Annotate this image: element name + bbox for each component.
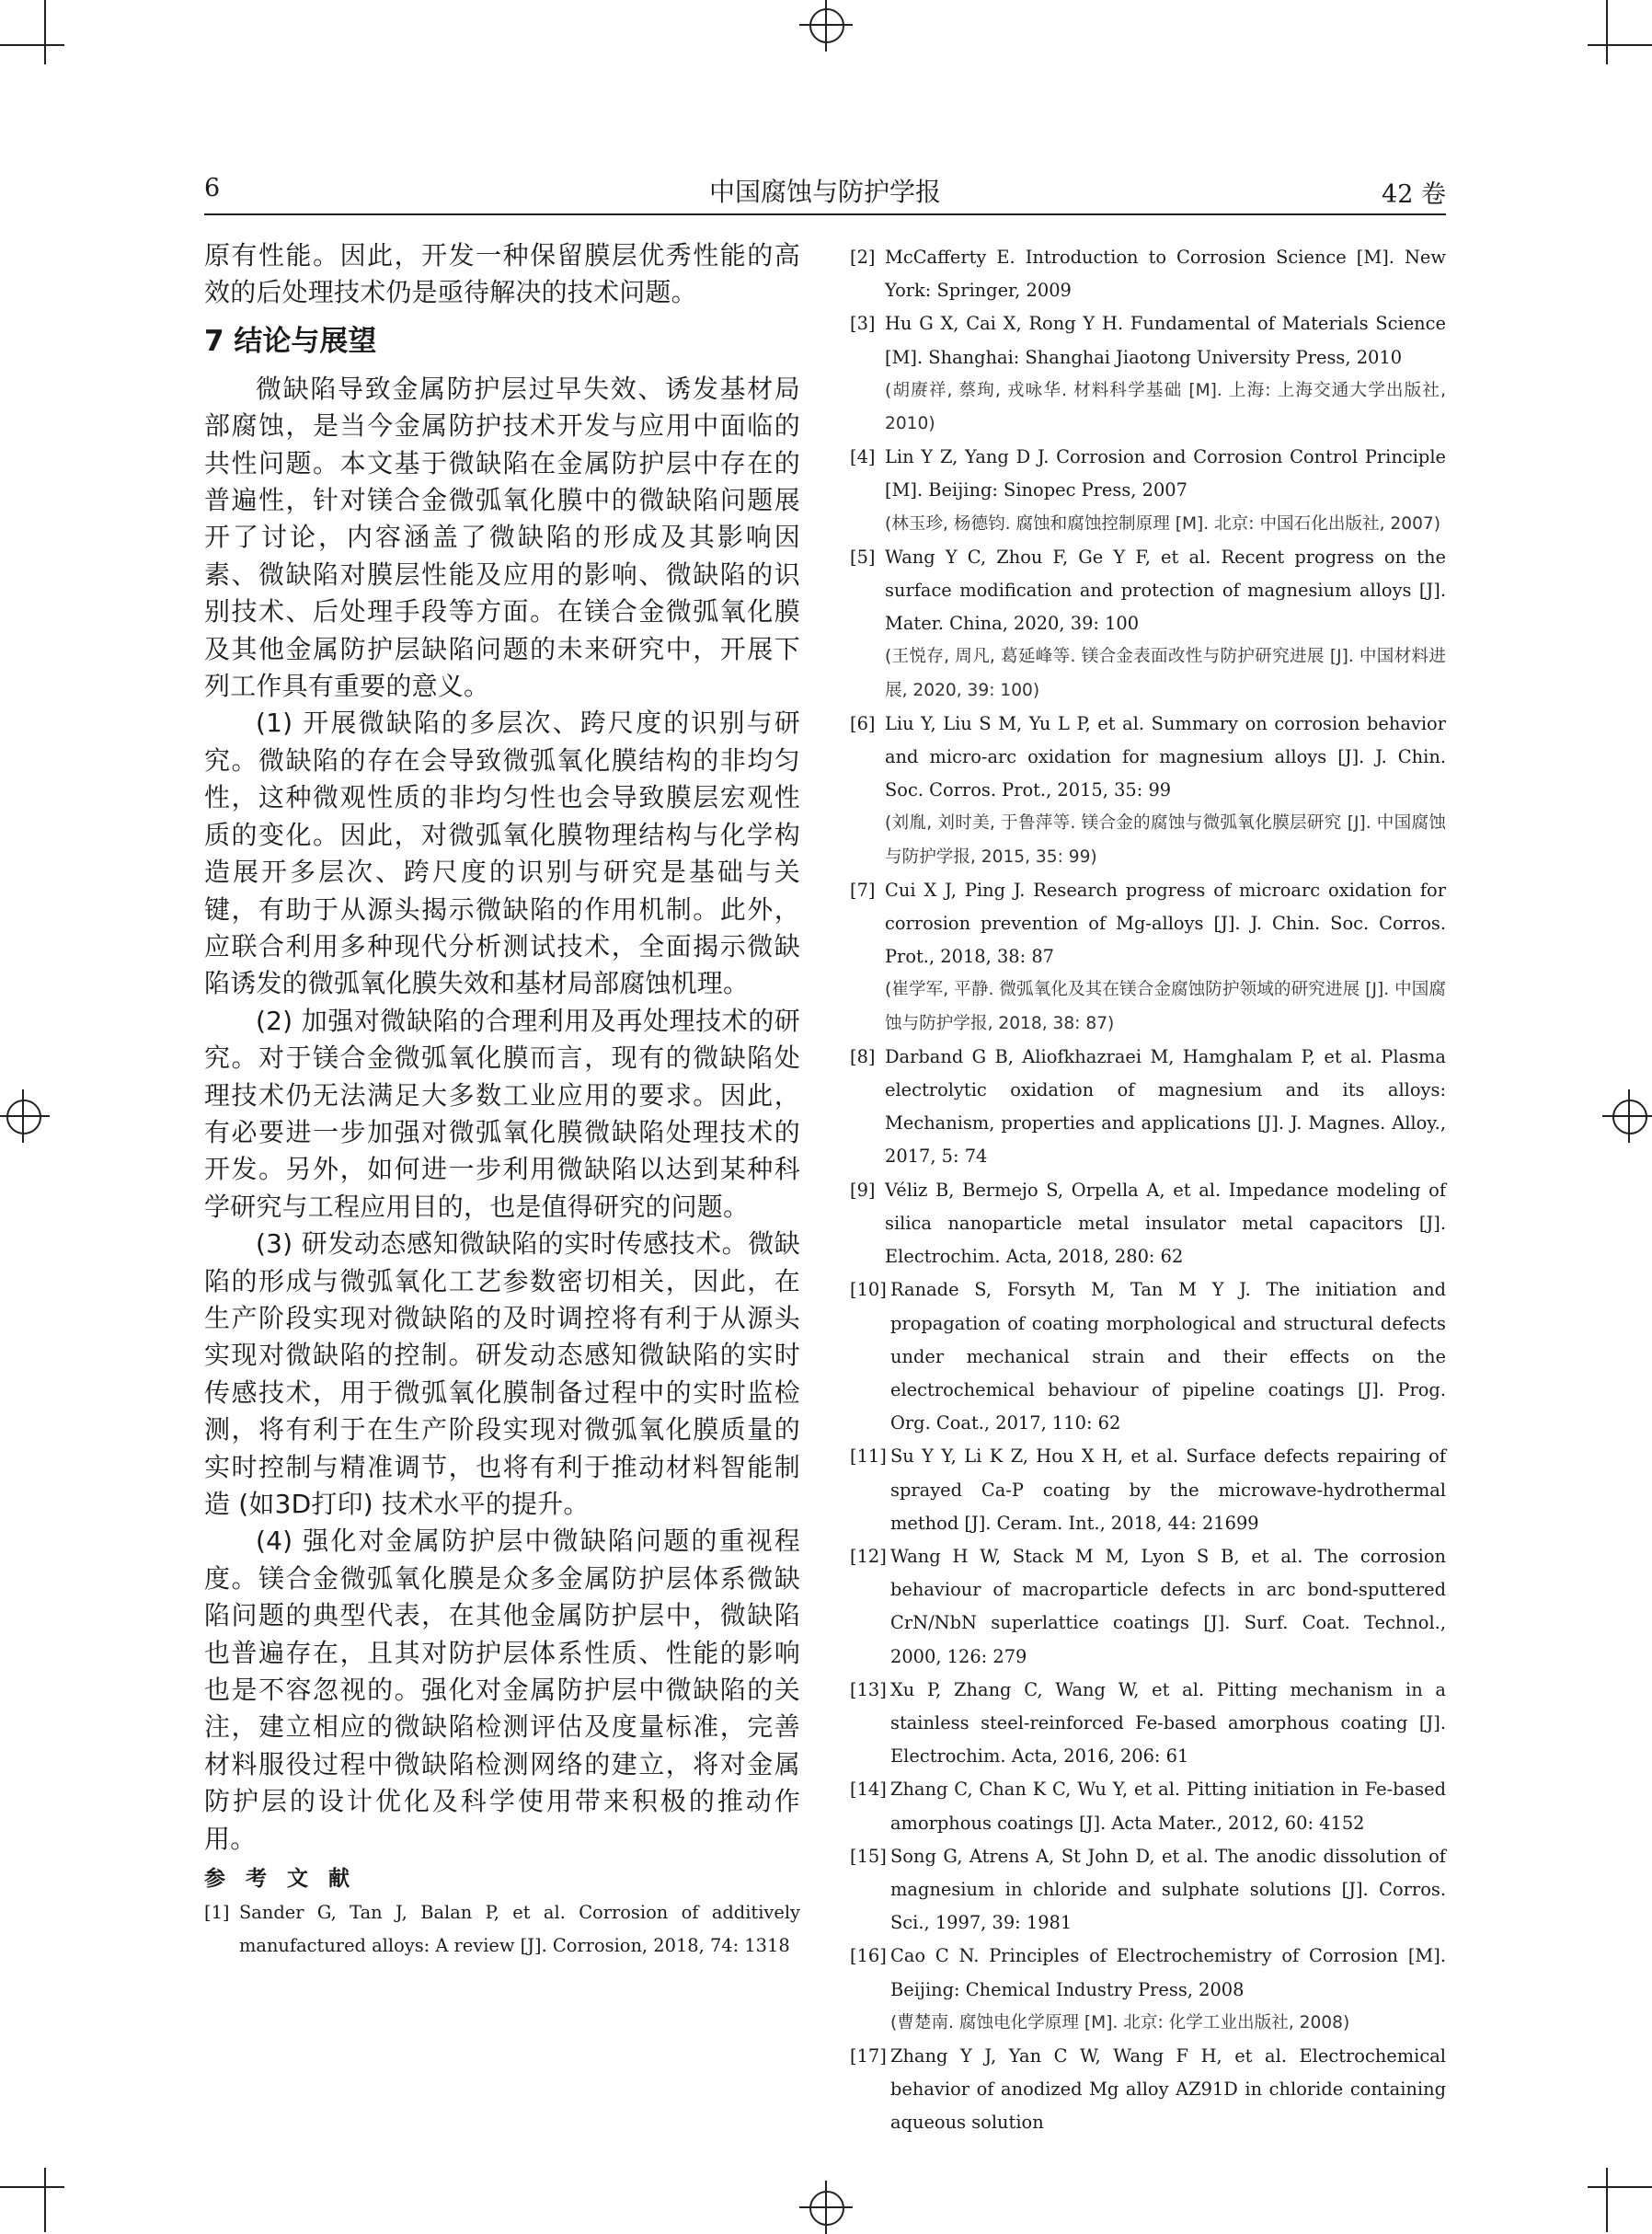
reference-item xyxy=(204,1896,800,1963)
reference-text: Liu Y, Liu S M, Yu L P, et al. Summary on corrosion behavior and micro-arc oxidation for magnesium alloys [J]. J. Chin. Soc. Corros. Prot., 2015, 35: 99 xyxy=(885,712,1446,801)
reference-text: McCafferty E. Introduction to Corrosion Science [M]. New York: Springer, 2009 xyxy=(885,247,1446,302)
crop-mark xyxy=(0,2186,64,2188)
reference-chinese-translation: (林玉珍, 杨德钧. 腐蚀和腐蚀控制原理 [M]. 北京: 中国石化出版社, 2007) xyxy=(885,513,1440,534)
reference-number: [12] xyxy=(850,1545,887,1567)
reference-item xyxy=(850,1773,1446,1839)
reference-text: Hu G X, Cai X, Rong Y H. Fundamental of Materials Science [M]. Shanghai: Shanghai Jiaotong University Press, 2010 xyxy=(885,313,1446,368)
reference-item xyxy=(850,241,1446,307)
reference-item xyxy=(850,1940,1446,2040)
reference-text: Su Y Y, Li K Z, Hou X H, et al. Surface defects repairing of sprayed Ca-P coating by the microwave-hydrothermal method [J]. Ceram. Int., 2018, 44: 21699 xyxy=(890,1445,1446,1534)
reference-text: Darband G B, Aliofkhazraei M, Hamghalam P, et al. Plasma electrolytic oxidation of magnesium and its alloys: Mechanism, properties and applications [J]. J. Magnes. Alloy., 2017, 5: 74 xyxy=(885,1045,1446,1168)
paragraph: (2) 加强对微缺陷的合理利用及再处理技术的研究。对于镁合金微弧氧化膜而言，现有的微缺陷处理技术仍无法满足大多数工业应用的要求。因此，有必要进一步加强对微弧氧化膜微缺陷处理技术的开发。另外，如何进一步利用微缺陷以达到某种科学研究与工程应用目的，也是值得研究的问题。 xyxy=(204,1005,800,1222)
reference-item xyxy=(850,1440,1446,1540)
crop-mark xyxy=(44,2168,46,2232)
reference-number: [3] xyxy=(850,313,876,335)
paragraph: (1) 开展微缺陷的多层次、跨尺度的识别与研究。微缺陷的存在会导致微弧氧化膜结构的非均匀性，这种微观性质的非均匀性也会导致膜层宏观性质的变化。因此，对微弧氧化膜物理结构与化学构造展开多层次、跨尺度的识别与研究是基础与关键，有助于从源头揭示微缺陷的作用机制。此外，应联合利用多种现代分析测试技术，全面揭示微缺陷诱发的微弧氧化膜失效和基材局部腐蚀机理。 xyxy=(204,708,800,999)
reference-number: [7] xyxy=(850,879,876,901)
reference-item xyxy=(850,1041,1446,1174)
paragraph: 原有性能。因此，开发一种保留膜层优秀性能的高效的后处理技术仍是亟待解决的技术问题。 xyxy=(204,240,800,308)
reference-item xyxy=(850,307,1446,441)
reference-text: Song G, Atrens A, St John D, et al. The anodic dissolution of magnesium in chloride and sulphate solutions [J]. Corros. Sci., 1997, 39: 1981 xyxy=(890,1845,1446,1934)
reference-item xyxy=(850,1273,1446,1440)
reference-item xyxy=(850,1674,1446,1774)
reference-text: Ranade S, Forsyth M, Tan M Y J. The initiation and propagation of coating morphological and structural defects under mechanical strain and their effects on the electrochemical behaviour of pipeline coatings [J]. Prog. Org. Coat., 2017, 110: 62 xyxy=(890,1279,1446,1434)
reference-text: Wang Y C, Zhou F, Ge Y F, et al. Recent progress on the surface modification and protection of magnesium alloys [J]. Mater. China, 2020, 39: 100 xyxy=(885,546,1446,635)
reference-number: [1] xyxy=(204,1902,230,1924)
reference-item xyxy=(850,708,1446,874)
paragraph: 微缺陷导致金属防护层过早失效、诱发基材局部腐蚀，是当今金属防护技术开发与应用中面临的共性问题。本文基于微缺陷在金属防护层中存在的普遍性，针对镁合金微弧氧化膜中的微缺陷问题展开了讨论，内容涵盖了微缺陷的形成及其影响因素、微缺陷对膜层性能及应用的影响、微缺陷的识别技术、后处理手段等方面。在镁合金微弧氧化膜及其他金属防护层缺陷问题的未来研究中，开展下列工作具有重要的意义。 xyxy=(204,373,800,702)
reference-number: [4] xyxy=(850,446,876,468)
reference-chinese-translation: (刘胤, 刘时美, 于鲁萍等. 镁合金的腐蚀与微弧氧化膜层研究 [J]. 中国腐蚀与防护学报, 2015, 35: 99) xyxy=(885,813,1446,867)
paragraph: (4) 强化对金属防护层中微缺陷问题的重视程度。镁合金微弧氧化膜是众多金属防护层体系微缺陷问题的典型代表，在其他金属防护层中，微缺陷也普遍存在，且其对防护层体系性质、性能的影响也是不容忽视的。强化对金属防护层中微缺陷的关注，建立相应的微缺陷检测评估及度量标准，完善材料服役过程中微缺陷检测网络的建立，将对金属防护层的设计优化及科学使用带来积极的推动作用。 xyxy=(204,1526,800,1854)
reference-number: [11] xyxy=(850,1445,887,1468)
reference-item xyxy=(850,1174,1446,1274)
reference-number: [17] xyxy=(850,2044,887,2067)
reference-chinese-translation: (王悦存, 周凡, 葛延峰等. 镁合金表面改性与防护研究进展 [J]. 中国材料进展, 2020, 39: 100) xyxy=(885,647,1446,700)
reference-number: [8] xyxy=(850,1045,876,1067)
reference-text: Sander G, Tan J, Balan P, et al. Corrosion of additively manufactured alloys: A review [J]. Corrosion, 2018, 74: 1318 xyxy=(239,1902,800,1957)
registration-mark-left xyxy=(0,1089,50,1143)
registration-mark-top xyxy=(799,0,853,52)
crop-mark xyxy=(1588,44,1652,46)
reference-item xyxy=(850,1840,1446,1940)
registration-mark-right xyxy=(1602,1089,1652,1143)
reference-number: [2] xyxy=(850,247,876,268)
volume-label: 42 卷 xyxy=(1382,180,1446,209)
reference-text: Lin Y Z, Yang D J. Corrosion and Corrosion Control Principle [M]. Beijing: Sinopec Press, 2007 xyxy=(885,446,1446,501)
crop-mark xyxy=(1606,2168,1608,2232)
paragraph: (3) 研发动态感知微缺陷的实时传感技术。微缺陷的形成与微弧氧化工艺参数密切相关，因此，在生产阶段实现对微缺陷的及时调控将有利于从源头实现对微缺陷的控制。研发动态感知微缺陷的实时传感技术，用于微弧氧化膜制备过程中的实时监检测，将有利于在生产阶段实现对微弧氧化膜质量的实时控制与精准调节，也将有利于推动材料智能制造 (如3D打印) 技术水平的提升。 xyxy=(204,1228,800,1519)
reference-text: Cui X J, Ping J. Research progress of microarc oxidation for corrosion prevention of Mg-alloys [J]. J. Chin. Soc. Corros. Prot., 2018, 38: 87 xyxy=(885,879,1446,968)
reference-item xyxy=(850,1540,1446,1674)
reference-text: Wang H W, Stack M M, Lyon S B, et al. The corrosion behaviour of macroparticle defects in arc bond-sputtered CrN/NbN superlattice coatings [J]. Surf. Coat. Technol., 2000, 126: 279 xyxy=(890,1545,1446,1667)
running-header xyxy=(204,170,1446,213)
reference-item xyxy=(850,541,1446,708)
registration-mark-bottom xyxy=(799,2181,853,2234)
crop-mark xyxy=(1588,2186,1652,2188)
header-rule xyxy=(204,213,1446,215)
reference-number: [16] xyxy=(850,1945,887,1967)
reference-text: Zhang C, Chan K C, Wu Y, et al. Pitting initiation in Fe-based amorphous coatings [J]. Acta Mater., 2012, 60: 4152 xyxy=(890,1779,1446,1834)
reference-number: [10] xyxy=(850,1279,887,1301)
journal-title: 中国腐蚀与防护学报 xyxy=(708,177,941,207)
reference-chinese-translation: (胡赓祥, 蔡珣, 戎咏华. 材料科学基础 [M]. 上海: 上海交通大学出版社, 2010) xyxy=(885,380,1446,434)
reference-item xyxy=(850,441,1446,541)
references-heading: 参 考 文 献 xyxy=(204,1867,357,1892)
section-title: 7 结论与展望 xyxy=(204,324,377,358)
reference-number: [15] xyxy=(850,1845,887,1867)
reference-number: [9] xyxy=(850,1179,876,1201)
reference-text: Zhang Y J, Yan C W, Wang F H, et al. Electrochemical behavior of anodized Mg alloy AZ91D in chloride containing aqueous solution xyxy=(890,2044,1446,2134)
reference-number: [5] xyxy=(850,546,876,568)
references-list xyxy=(850,241,1446,2140)
reference-item xyxy=(850,2040,1446,2140)
reference-text: Xu P, Zhang C, Wang W, et al. Pitting mechanism in a stainless steel-reinforced Fe-based amorphous coating [J]. Electrochim. Acta, 2016, 206: 61 xyxy=(890,1678,1446,1768)
reference-text: Véliz B, Bermejo S, Orpella A, et al. Impedance modeling of silica nanoparticle metal insulator metal capacitors [J]. Electrochim. Acta, 2018, 280: 62 xyxy=(885,1179,1446,1268)
reference-number: [6] xyxy=(850,712,876,734)
crop-mark xyxy=(1606,0,1608,64)
reference-item xyxy=(850,874,1446,1041)
reference-number: [14] xyxy=(850,1779,887,1801)
crop-mark xyxy=(0,44,64,46)
reference-number: [13] xyxy=(850,1678,887,1700)
reference-chinese-translation: (崔学军, 平静. 微弧氧化及其在镁合金腐蚀防护领域的研究进展 [J]. 中国腐蚀与防护学报, 2018, 38: 87) xyxy=(885,980,1446,1033)
reference-text: Cao C N. Principles of Electrochemistry of Corrosion [M]. Beijing: Chemical Industry Press, 2008 xyxy=(890,1945,1446,2000)
page-number: 6 xyxy=(204,174,221,202)
crop-mark xyxy=(44,0,46,64)
left-column xyxy=(204,237,800,1963)
reference-chinese-translation: (曹楚南. 腐蚀电化学原理 [M]. 北京: 化学工业出版社, 2008) xyxy=(890,2012,1350,2032)
